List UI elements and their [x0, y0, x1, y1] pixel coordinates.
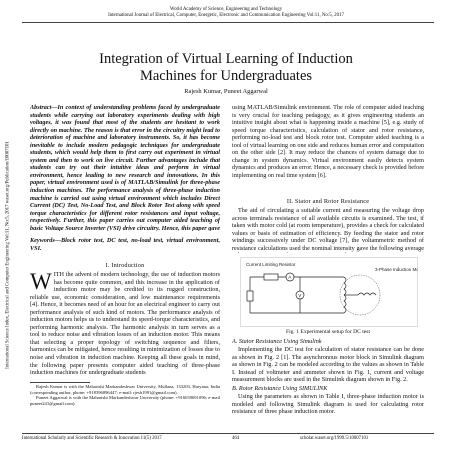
keywords-text: —Block rotor test, DC test, no-load test, virtual environment, VSI. [30, 237, 220, 252]
subsection-b-text: Using the parameters as shown in Table I, three-phase induction motor is modeled and following Simulink diagram is used for calculating rotor resistance of three phase induction motor. [232, 393, 424, 416]
figure-caption: Fig. 1 Experimental setup for DC test [285, 329, 371, 335]
footer-rule [22, 433, 434, 434]
figure-dc-test-setup [240, 257, 418, 327]
resistor-label: Current Limiting Resistor [246, 262, 296, 267]
dc-source-icon [247, 291, 253, 301]
paper-authors: Rajesh Kumar, Puneet Aggarwal [184, 88, 268, 95]
section-heading-introduction: I. Introduction [105, 262, 145, 269]
motor-label: 3-Phase Induction Mo [375, 267, 418, 272]
circuit-diagram [240, 257, 418, 327]
abstract-text: —In context of understanding problems faced by undergraduate students while carrying out laboratory experiments dealing with high voltages, it was found that most of the students are hesitant to work directly on machine. The reason is that error in the circuitry might lead to deterioration of machine and laboratory instruments. So, it has become inevitable to include modern pedagogic techniques for undergraduate students, which would help them to first carry out experiment in virtual system and then to work on live circuit. Further advantages include that students can try out their intuitive ideas and perform in virtual environment, hence leading to new research and innovations. In this paper, virtual environment used is of MATLAB/Simulink for three-phase induction machines. The performance analysis of three-phase induction machine is carried out using virtual environment which includes Direct Current (DC) Test, No-Load Test, and Block Rotor Test along with speed torque characteristics for different rotor resistances and input voltage, respectively. Further, this paper carries out computer aided teaching of basic Voltage Source Inverter (VSI) drive circuitry. Hence, this paper gave [30, 104, 220, 231]
journal-header-line1: World Academy of Science, Engineering and Technology [169, 7, 283, 12]
footer-journal: International Scholarly and Scientific Research & Innovation 11(5) 2017 [22, 436, 162, 441]
paper-title-line1: Integration of Virtual Learning of Induction [99, 51, 353, 67]
section-heading-stator-rotor: II. Stator and Rotor Resistance [286, 198, 370, 205]
resistor-icon [264, 274, 278, 280]
footnote-line2: Puneet Aggarwal is with the Maharishi Markandeshwar University (phone: +916039691096; e-mail puneet241@gmail.com). [30, 395, 220, 407]
journal-header-line2: International Journal of Electrical, Computer, Energetic, Electronic and Communication Engineering Vol:11, No:5, 2017 [108, 13, 344, 18]
section2-body [232, 207, 424, 253]
introduction-text: ITH the advent of modern technology, the use of induction motors has become quite common, and this increase in the application of induction motor may be credited to its rugged construction, reliable use, economic consideration, and low maintenance requirements [4]. Hence, it becomes need of an hour for an electrical engineer to carry out performance analysis of such kind of motors. The performance analysis of induction motors helps us to understand its speed-torque characteristics, and performing harmonic analysis. The harmonic analysis in turn serves as a tool to reduce noise and vibration losses of an induction motor. This means that selecting a proper topology of switching sequence and filters, harmonics can be mitigated, hence resulting in minimization of losses due to noise and vibration in induction machine. Keeping all these goals in mind, the following paper presents computer aided teaching of three-phase induction machines for undergraduate students [30, 271, 220, 377]
voltmeter-symbol: V [298, 292, 302, 298]
sidebar-watermark [3, 110, 13, 400]
keywords-label: Keywords [30, 237, 55, 244]
footnote-rule [30, 382, 90, 383]
subsection-a-text: Implementing the DC test for calculation of stator resistance can be done as shown in Fig. 2 [1]. The asynchronous motor block in Simulink diagram as shown in Fig. 2 can be modeled according to the values as shown in Table I. Instead of voltmeter and ammeter shown in Fig. 1, current and voltage measurement blocks are used in the Simulink diagram shown in Fig. 2. [232, 346, 424, 384]
drop-cap: W [30, 271, 52, 294]
introduction-continued-text: using MATLAB/Simulink environment. The role of computer aided teaching is very crucial for teaching pedagogy, as it gives engineering students an intuitive insight about what is happening inside a machine [5], e.g. study of speed torque characteristics, calculation of stator and rotor resistance, performing no-load test and block rotor test. Computer aided teaching is a tool of virtual learning on one side and reduces human error and computation on the other side [2]. It may reduce the chances of system damage due to change in system dynamics. Virtual environment easily detects system dynamics and produces an error. Hence, a necessary check is provided before implementing on real time system [6]. [232, 104, 424, 179]
abstract-label: Abstract [30, 104, 52, 111]
header-rule [22, 22, 434, 23]
sidebar-watermark-text: International Science Index, Electrical and Computer Engineering Vol:11, No:5, 2017 waset.org/Publication/10007101 [5, 141, 11, 369]
subsection-a-body [232, 346, 424, 384]
footnote-line1: Rajesh Kumar is with the Maharishi Markandeshwar University, Mullana, 133203, Haryana, India (corresponding author, phone: +918396896447; e-mail: rjesh1991@gmail.com). [30, 384, 220, 395]
footer-link[interactable]: scholar.waset.org/1999.5/10007101 [300, 436, 369, 441]
subsection-heading-b: B. Rotor Resistance Using SIMULINK [232, 385, 328, 392]
introduction-continued [232, 104, 424, 196]
ammeter-symbol: A [288, 274, 292, 280]
introduction-body [30, 271, 220, 378]
footer-page-number: 464 [232, 436, 240, 441]
subsection-heading-a: A. Stator Resistance Using Simulink [232, 338, 322, 345]
abstract [30, 104, 220, 231]
author-footnote [30, 384, 220, 414]
subsection-b-body [232, 393, 424, 416]
keywords [30, 237, 220, 253]
section2-text: The aid of circulating a suitable current and measuring the voltage drop across terminals resistance of all available circuits is examined. The test, if taken with motor cold (at room temperature), provides a check for calculated values or basis of estimation of efficiency. By feeding the stator and rotor windings successively under DC voltage [7], the voltammetric method of resistance calculations used the nominal intensity gave the following average [232, 207, 424, 252]
paper-title-line2: Machines for Undergraduates [139, 68, 313, 84]
